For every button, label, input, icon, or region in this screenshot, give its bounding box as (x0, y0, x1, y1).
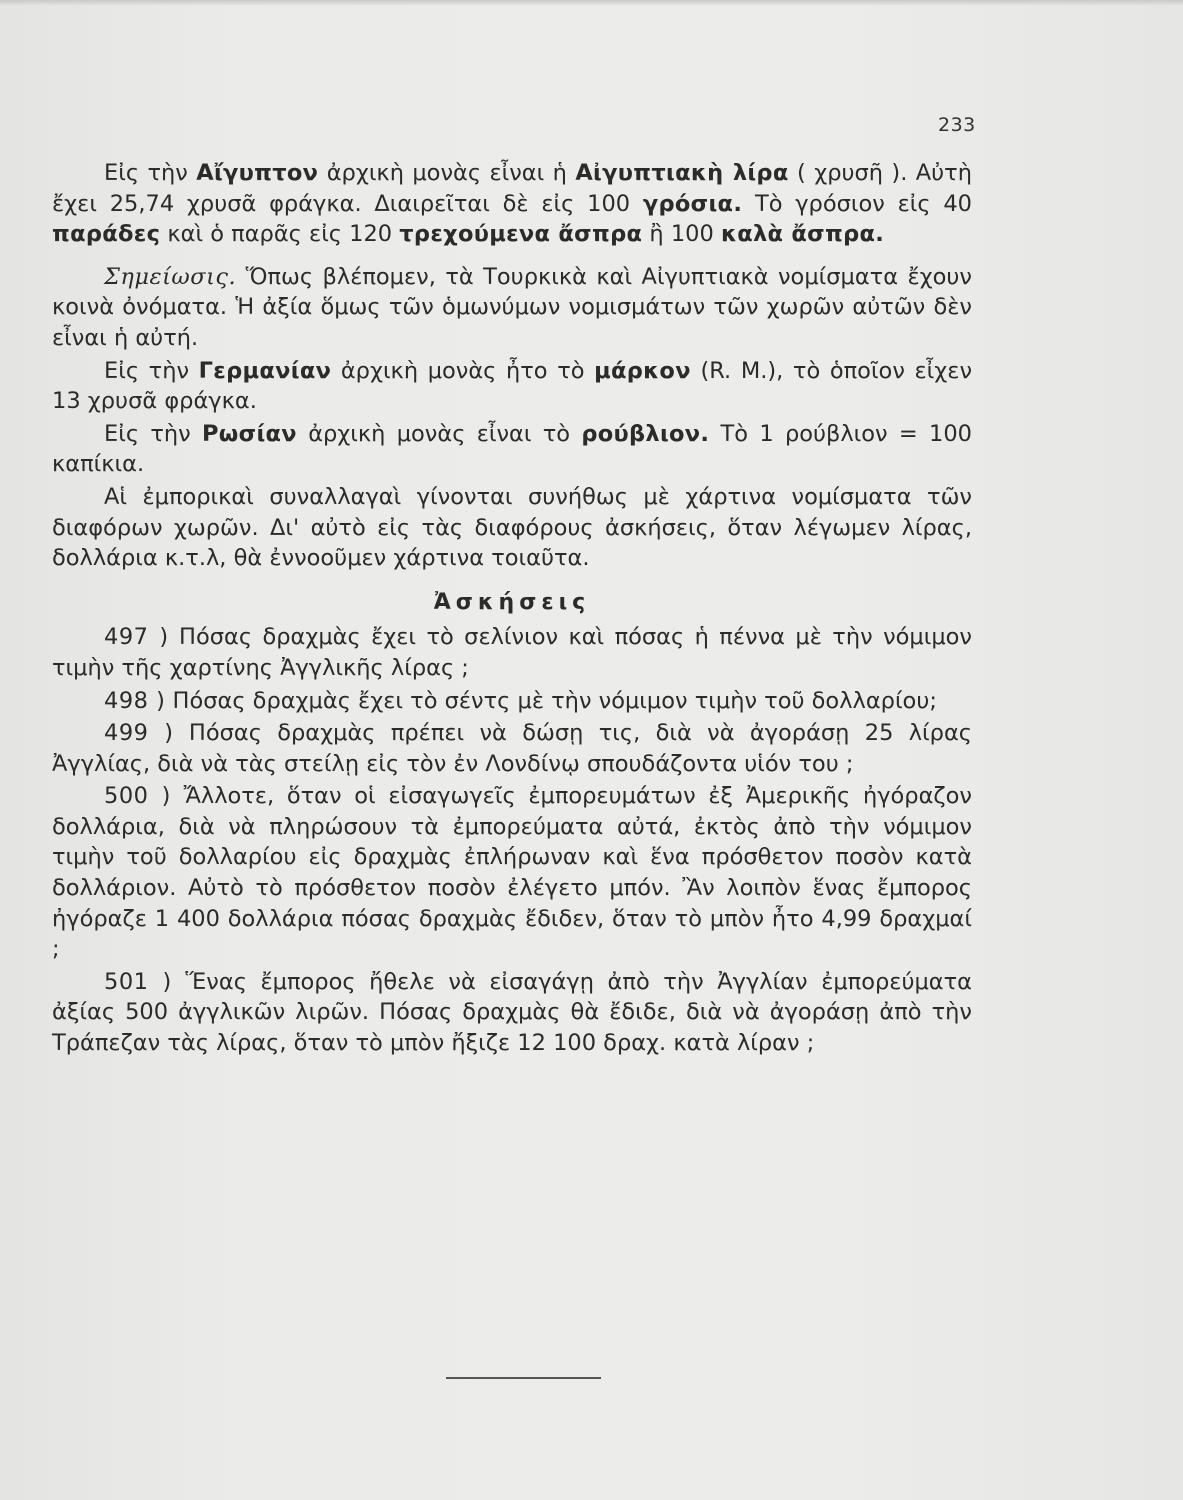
text-run: Εἰς τὴν (104, 357, 199, 384)
exercise-500 (52, 781, 972, 965)
bold-term: παράδες (52, 221, 161, 248)
text-run: Εἰς τὴν (104, 160, 197, 186)
exercise-499 (52, 718, 972, 779)
paragraph-egypt (52, 158, 972, 250)
exercise-number: 498 ) (104, 687, 166, 714)
paragraph-transactions: Αἱ ἐμπορικαὶ συναλλαγαὶ γίνονται συνήθως μὲ χάρτινα νομίσματα τῶν διαφόρων χωρῶν. Δι' αὐτὸ εἰς τὰς διαφόρους ἀσκήσεις, ὅταν λέγωμεν λίρας, δολλάρια κ.τ.λ, θὰ ἐννοοῦμεν χάρτινα τοιαῦτα. (52, 483, 972, 572)
exercise-text: Πόσας δραχμὰς ἔχει τὸ σελίνιον καὶ πόσας ἡ πέννα μὲ τὴν νόμιμον τιμὴν τῆς χαρτίνης Ἀγγλικῆς λίρας ; (52, 624, 972, 681)
bold-term: τρεχούμενα ἄσπρα (399, 221, 643, 248)
exercise-497 (52, 622, 972, 683)
note-label: Σημείωσις. (104, 263, 237, 290)
exercise-501 (52, 967, 972, 1059)
bold-term: ρούβλιον. (581, 420, 710, 447)
text-run: καὶ ὁ παρᾶς εἰς 120 (160, 221, 400, 248)
scan-edge-shadow (0, 0, 1183, 6)
exercise-number: 497 ) (104, 624, 169, 651)
end-rule (446, 1377, 601, 1379)
exercise-text: Πόσας δραχμὰς ἔχει τὸ σέντς μὲ τὴν νόμιμον τιμὴν τοῦ δολλαρίου; (165, 687, 937, 714)
exercise-text: Ἄλλοτε, ὅταν οἱ εἰσαγωγεῖς ἐμπορευμάτων ἐξ Ἀμερικῆς ἠγόραζον δολλάρια, διὰ νὰ πληρώσουν τὰ ἐμπορεύματα αὐτά, ἐκτὸς ἀπὸ τὴν νόμιμον τιμὴν τοῦ δολλαρίου εἰς δραχμὰς ἐπλήρωναν καὶ ἕνα πρόσθετον ποσὸν κατὰ δολλάριον. Αὐτὸ τὸ πρόσθετον ποσὸν ἐλέγετο μπόν. Ἂν λοιπὸν ἕνας ἔμπορος ἠγόραζε 1 400 δολλάρια πόσας δραχμὰς ἔδιδεν, ὅταν τὸ μπὸν ἦτο 4,99 δραχμαί ; (52, 783, 972, 963)
paragraph-germany (52, 356, 972, 417)
text-run: ἢ 100 (642, 221, 721, 248)
bold-term: Αἴγυπτον (196, 160, 319, 186)
text-run: ἀρχικὴ μονὰς εἶναι ἡ (318, 160, 576, 186)
bold-term: Αἰγυπτιακὴ λίρα (575, 160, 789, 186)
bold-term: Γερμανίαν (198, 357, 332, 384)
page-number: 233 (938, 114, 976, 136)
paragraph-russia (52, 419, 972, 480)
text-run: Τὸ 1 ρούβλιον = 100 καπίκια. (52, 420, 972, 478)
text-run: ἀρχικὴ μονὰς ἦτο τὸ (331, 357, 595, 384)
text-run: Ὅπως βλέπομεν, τὰ Τουρκικὰ καὶ Αἰγυπτιακὰ νομίσματα ἔχουν κοινὰ ὀνόματα. Ἡ ἀξία ὅμως τῶν ὁμωνύμων νομισμάτων τῶν χωρῶν αὐτῶν δὲν εἶναι ἡ αὐτή. (52, 263, 972, 351)
bold-term: μάρκον (594, 357, 691, 384)
exercise-number: 501 ) (104, 968, 172, 995)
exercise-498 (52, 686, 972, 717)
bold-term: γρόσια. (642, 190, 743, 217)
paragraph-note (52, 262, 972, 354)
exercise-text: Πόσας δραχμὰς πρέπει νὰ δώσῃ τις, διὰ νὰ ἀγοράσῃ 25 λίρας Ἀγγλίας, διὰ νὰ τὰς στείλῃ εἰς τὸν ἐν Λονδίνῳ σπουδάζοντα υἱόν του ; (52, 720, 972, 777)
page-body (52, 158, 972, 1059)
text-run: Εἰς τὴν (104, 420, 202, 447)
text-run: Τὸ γρόσιον εἰς 40 (742, 190, 972, 217)
bold-term: καλὰ ἄσπρα. (720, 221, 885, 248)
text-run: ( χρυσῆ ). Αὐτὴ ἔχει 25,74 χρυσᾶ φράγκα. Διαιρεῖται δὲ εἰς 100 (52, 160, 972, 217)
exercise-number: 500 ) (104, 783, 171, 810)
bold-term: Ρωσίαν (201, 420, 297, 447)
text-run: ἀρχικὴ μονὰς εἶναι τὸ (296, 420, 582, 447)
section-title: Ἀσκήσεις (433, 589, 591, 615)
exercise-text: Ἕνας ἔμπορος ἤθελε νὰ εἰσαγάγῃ ἀπὸ τὴν Ἀγγλίαν ἐμπορεύματα ἀξίας 500 ἀγγλικῶν λιρῶν. Πόσας δραχμὰς θὰ ἔδιδε, διὰ νὰ ἀγοράσῃ ἀπὸ τὴν Τράπεζαν τὰς λίρας, ὅταν τὸ μπὸν ἤξιζε 12 100 δραχ. κατὰ λίραν ; (52, 968, 972, 1057)
exercise-number: 499 ) (104, 720, 174, 747)
text-run: (R. M.), τὸ ὁποῖον εἶχεν 13 χρυσᾶ φράγκα. (52, 357, 973, 415)
